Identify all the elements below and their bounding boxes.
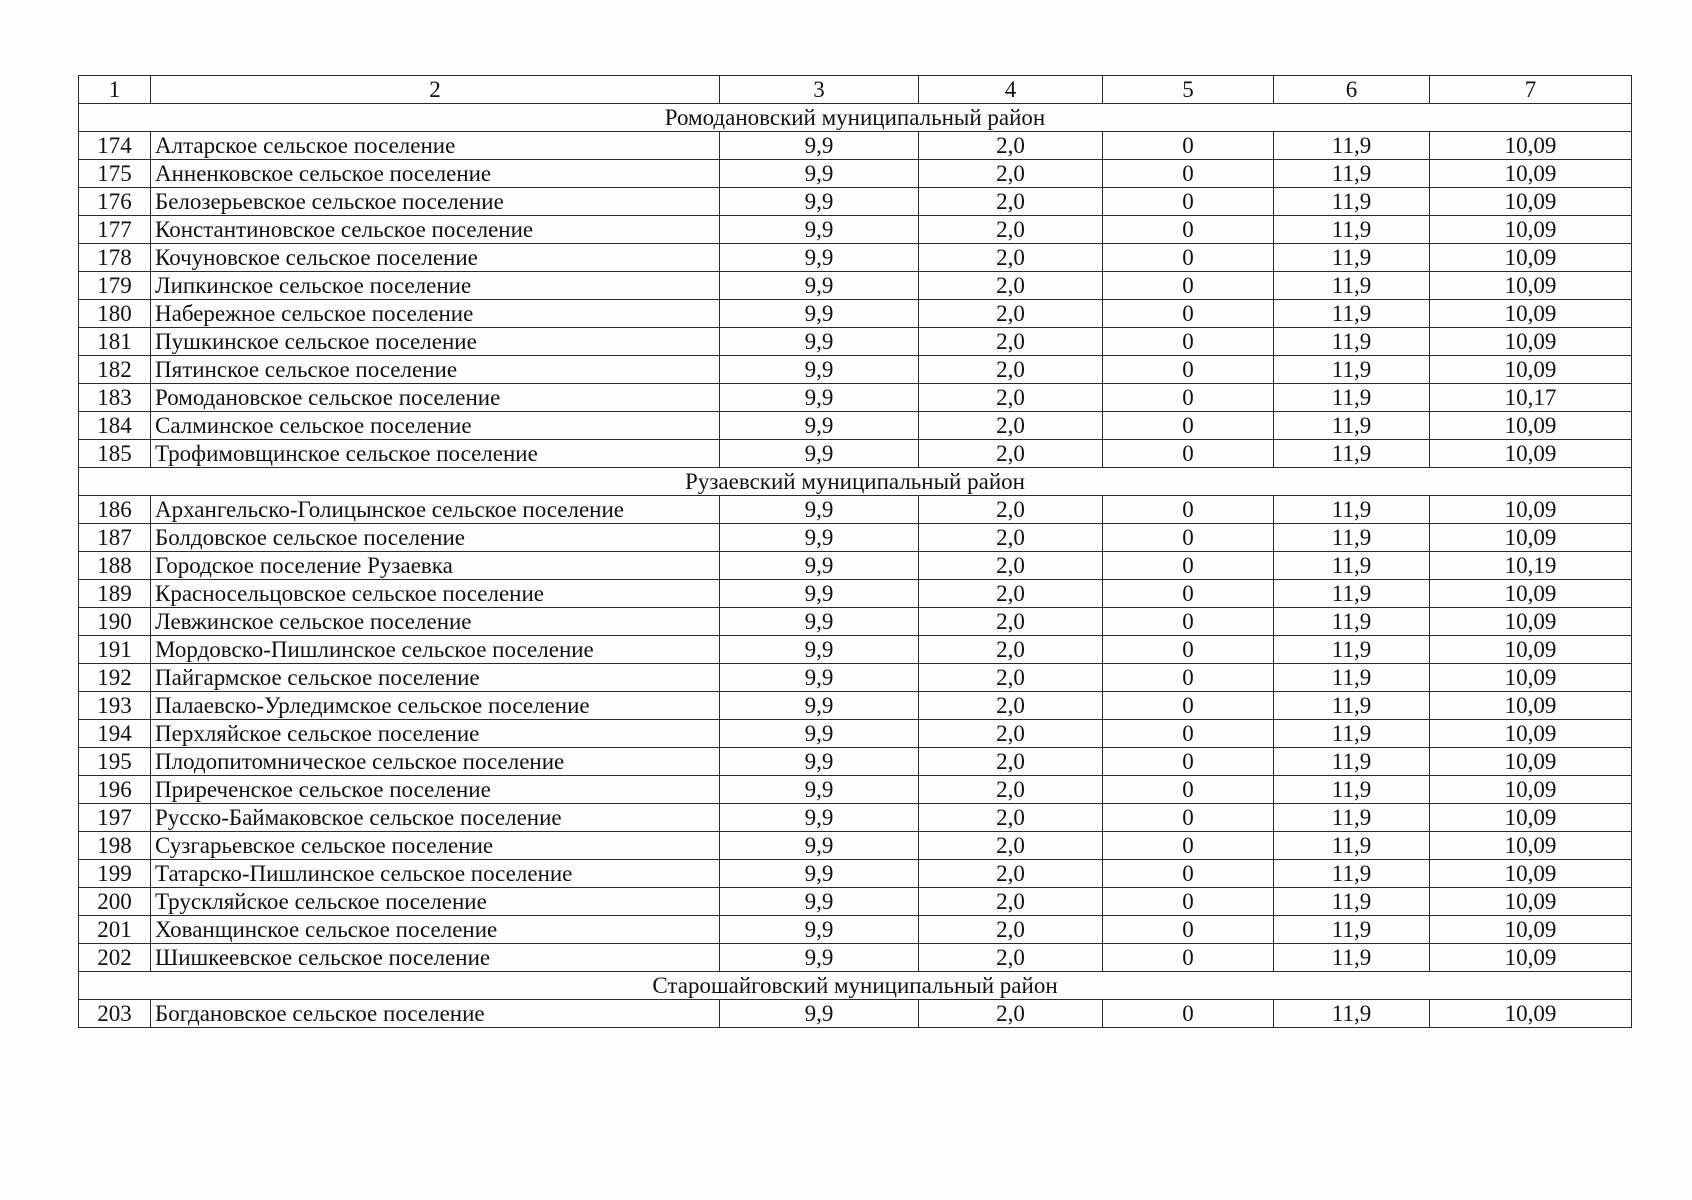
value-col-6: 11,9 [1274, 916, 1430, 944]
value-col-7: 10,09 [1430, 216, 1632, 244]
value-col-7: 10,09 [1430, 440, 1632, 468]
row-number: 191 [79, 636, 151, 664]
value-col-3: 9,9 [720, 244, 919, 272]
district-title: Ромодановский муниципальный район [79, 104, 1632, 132]
value-col-5: 0 [1103, 524, 1274, 552]
column-number-header: 3 [720, 76, 919, 104]
row-number: 175 [79, 160, 151, 188]
value-col-6: 11,9 [1274, 664, 1430, 692]
value-col-3: 9,9 [720, 384, 919, 412]
value-col-6: 11,9 [1274, 944, 1430, 972]
value-col-7: 10,09 [1430, 692, 1632, 720]
row-number: 195 [79, 748, 151, 776]
value-col-3: 9,9 [720, 692, 919, 720]
row-number: 186 [79, 496, 151, 524]
value-col-4: 2,0 [919, 160, 1103, 188]
row-number: 181 [79, 328, 151, 356]
row-number: 198 [79, 832, 151, 860]
value-col-7: 10,09 [1430, 524, 1632, 552]
settlement-name: Перхляйское сельское поселение [151, 720, 720, 748]
settlement-name: Городское поселение Рузаевка [151, 552, 720, 580]
value-col-5: 0 [1103, 552, 1274, 580]
table-body [79, 76, 1632, 1028]
value-col-3: 9,9 [720, 160, 919, 188]
table-row [79, 664, 1632, 692]
value-col-4: 2,0 [919, 860, 1103, 888]
value-col-6: 11,9 [1274, 440, 1430, 468]
table-row [79, 860, 1632, 888]
column-number-row [79, 76, 1632, 104]
row-number: 178 [79, 244, 151, 272]
value-col-4: 2,0 [919, 636, 1103, 664]
value-col-6: 11,9 [1274, 860, 1430, 888]
value-col-6: 11,9 [1274, 328, 1430, 356]
value-col-3: 9,9 [720, 524, 919, 552]
settlement-name: Константиновское сельское поселение [151, 216, 720, 244]
value-col-5: 0 [1103, 720, 1274, 748]
value-col-6: 11,9 [1274, 552, 1430, 580]
value-col-4: 2,0 [919, 720, 1103, 748]
row-number: 193 [79, 692, 151, 720]
value-col-4: 2,0 [919, 692, 1103, 720]
value-col-6: 11,9 [1274, 356, 1430, 384]
value-col-4: 2,0 [919, 244, 1103, 272]
settlement-name: Алтарское сельское поселение [151, 132, 720, 160]
row-number: 180 [79, 300, 151, 328]
value-col-7: 10,09 [1430, 328, 1632, 356]
settlement-name: Богдановское сельское поселение [151, 1000, 720, 1028]
value-col-4: 2,0 [919, 776, 1103, 804]
value-col-4: 2,0 [919, 496, 1103, 524]
value-col-6: 11,9 [1274, 216, 1430, 244]
value-col-6: 11,9 [1274, 692, 1430, 720]
value-col-5: 0 [1103, 664, 1274, 692]
table-row [79, 496, 1632, 524]
value-col-7: 10,09 [1430, 412, 1632, 440]
settlement-name: Пушкинское сельское поселение [151, 328, 720, 356]
value-col-5: 0 [1103, 300, 1274, 328]
value-col-6: 11,9 [1274, 300, 1430, 328]
value-col-3: 9,9 [720, 832, 919, 860]
settlement-name: Палаевско-Урледимское сельское поселение [151, 692, 720, 720]
settlements-table [78, 75, 1632, 1028]
value-col-4: 2,0 [919, 944, 1103, 972]
settlement-name: Трофимовщинское сельское поселение [151, 440, 720, 468]
value-col-5: 0 [1103, 888, 1274, 916]
value-col-5: 0 [1103, 272, 1274, 300]
settlement-name: Шишкеевское сельское поселение [151, 944, 720, 972]
district-section-row [79, 468, 1632, 496]
value-col-6: 11,9 [1274, 580, 1430, 608]
value-col-6: 11,9 [1274, 1000, 1430, 1028]
value-col-7: 10,09 [1430, 1000, 1632, 1028]
district-section-row [79, 104, 1632, 132]
row-number: 201 [79, 916, 151, 944]
value-col-6: 11,9 [1274, 160, 1430, 188]
value-col-6: 11,9 [1274, 636, 1430, 664]
value-col-6: 11,9 [1274, 804, 1430, 832]
settlement-name: Сузгарьевское сельское поселение [151, 832, 720, 860]
value-col-5: 0 [1103, 916, 1274, 944]
value-col-4: 2,0 [919, 132, 1103, 160]
row-number: 203 [79, 1000, 151, 1028]
value-col-5: 0 [1103, 748, 1274, 776]
value-col-6: 11,9 [1274, 272, 1430, 300]
table-row [79, 216, 1632, 244]
table-row [79, 748, 1632, 776]
value-col-3: 9,9 [720, 412, 919, 440]
row-number: 188 [79, 552, 151, 580]
table-row [79, 552, 1632, 580]
value-col-3: 9,9 [720, 776, 919, 804]
value-col-5: 0 [1103, 384, 1274, 412]
row-number: 179 [79, 272, 151, 300]
value-col-3: 9,9 [720, 272, 919, 300]
value-col-7: 10,09 [1430, 244, 1632, 272]
table-row [79, 720, 1632, 748]
settlement-name: Архангельско-Голицынское сельское поселение [151, 496, 720, 524]
settlement-name: Пайгармское сельское поселение [151, 664, 720, 692]
value-col-7: 10,09 [1430, 776, 1632, 804]
value-col-7: 10,19 [1430, 552, 1632, 580]
settlement-name: Татарско-Пишлинское сельское поселение [151, 860, 720, 888]
value-col-3: 9,9 [720, 356, 919, 384]
value-col-3: 9,9 [720, 944, 919, 972]
table-row [79, 412, 1632, 440]
value-col-6: 11,9 [1274, 720, 1430, 748]
value-col-5: 0 [1103, 804, 1274, 832]
value-col-7: 10,09 [1430, 888, 1632, 916]
settlement-name: Набережное сельское поселение [151, 300, 720, 328]
settlement-name: Ромодановское сельское поселение [151, 384, 720, 412]
value-col-5: 0 [1103, 636, 1274, 664]
settlement-name: Болдовское сельское поселение [151, 524, 720, 552]
value-col-4: 2,0 [919, 804, 1103, 832]
row-number: 197 [79, 804, 151, 832]
value-col-4: 2,0 [919, 1000, 1103, 1028]
row-number: 177 [79, 216, 151, 244]
value-col-3: 9,9 [720, 664, 919, 692]
column-number-header: 6 [1274, 76, 1430, 104]
value-col-7: 10,09 [1430, 496, 1632, 524]
value-col-4: 2,0 [919, 608, 1103, 636]
district-title: Старошайговский муниципальный район [79, 972, 1632, 1000]
value-col-4: 2,0 [919, 384, 1103, 412]
settlement-name: Приреченское сельское поселение [151, 776, 720, 804]
value-col-3: 9,9 [720, 300, 919, 328]
value-col-5: 0 [1103, 1000, 1274, 1028]
value-col-4: 2,0 [919, 412, 1103, 440]
value-col-7: 10,09 [1430, 804, 1632, 832]
row-number: 176 [79, 188, 151, 216]
value-col-6: 11,9 [1274, 244, 1430, 272]
value-col-7: 10,09 [1430, 748, 1632, 776]
value-col-4: 2,0 [919, 216, 1103, 244]
value-col-3: 9,9 [720, 636, 919, 664]
value-col-7: 10,09 [1430, 832, 1632, 860]
table-row [79, 244, 1632, 272]
district-title: Рузаевский муниципальный район [79, 468, 1632, 496]
table-row [79, 440, 1632, 468]
value-col-6: 11,9 [1274, 188, 1430, 216]
row-number: 200 [79, 888, 151, 916]
settlement-name: Красносельцовское сельское поселение [151, 580, 720, 608]
value-col-5: 0 [1103, 132, 1274, 160]
table-row [79, 804, 1632, 832]
value-col-4: 2,0 [919, 888, 1103, 916]
value-col-4: 2,0 [919, 832, 1103, 860]
table-row [79, 188, 1632, 216]
value-col-4: 2,0 [919, 300, 1103, 328]
settlement-name: Кочуновское сельское поселение [151, 244, 720, 272]
value-col-3: 9,9 [720, 552, 919, 580]
value-col-5: 0 [1103, 188, 1274, 216]
settlement-name: Плодопитомническое сельское поселение [151, 748, 720, 776]
value-col-3: 9,9 [720, 608, 919, 636]
value-col-3: 9,9 [720, 216, 919, 244]
value-col-6: 11,9 [1274, 384, 1430, 412]
value-col-6: 11,9 [1274, 608, 1430, 636]
value-col-3: 9,9 [720, 188, 919, 216]
table-row [79, 132, 1632, 160]
row-number: 196 [79, 776, 151, 804]
value-col-3: 9,9 [720, 132, 919, 160]
table-row [79, 692, 1632, 720]
value-col-7: 10,09 [1430, 272, 1632, 300]
value-col-5: 0 [1103, 216, 1274, 244]
table-row [79, 160, 1632, 188]
column-number-header: 4 [919, 76, 1103, 104]
settlement-name: Салминское сельское поселение [151, 412, 720, 440]
settlement-name: Белозерьевское сельское поселение [151, 188, 720, 216]
value-col-3: 9,9 [720, 440, 919, 468]
row-number: 202 [79, 944, 151, 972]
value-col-6: 11,9 [1274, 776, 1430, 804]
value-col-6: 11,9 [1274, 412, 1430, 440]
table-row [79, 328, 1632, 356]
row-number: 192 [79, 664, 151, 692]
row-number: 189 [79, 580, 151, 608]
table-row [79, 580, 1632, 608]
row-number: 194 [79, 720, 151, 748]
value-col-5: 0 [1103, 412, 1274, 440]
value-col-5: 0 [1103, 496, 1274, 524]
row-number: 185 [79, 440, 151, 468]
value-col-7: 10,09 [1430, 944, 1632, 972]
value-col-7: 10,09 [1430, 356, 1632, 384]
value-col-7: 10,09 [1430, 664, 1632, 692]
value-col-3: 9,9 [720, 328, 919, 356]
value-col-5: 0 [1103, 160, 1274, 188]
row-number: 190 [79, 608, 151, 636]
table-row [79, 356, 1632, 384]
value-col-5: 0 [1103, 832, 1274, 860]
value-col-4: 2,0 [919, 524, 1103, 552]
value-col-3: 9,9 [720, 748, 919, 776]
value-col-4: 2,0 [919, 664, 1103, 692]
value-col-4: 2,0 [919, 580, 1103, 608]
table-row [79, 524, 1632, 552]
settlement-name: Липкинское сельское поселение [151, 272, 720, 300]
table-row [79, 1000, 1632, 1028]
column-number-header: 7 [1430, 76, 1632, 104]
value-col-5: 0 [1103, 244, 1274, 272]
value-col-6: 11,9 [1274, 132, 1430, 160]
settlement-name: Левжинское сельское поселение [151, 608, 720, 636]
value-col-7: 10,09 [1430, 160, 1632, 188]
value-col-7: 10,09 [1430, 608, 1632, 636]
value-col-7: 10,09 [1430, 860, 1632, 888]
value-col-5: 0 [1103, 608, 1274, 636]
value-col-3: 9,9 [720, 496, 919, 524]
value-col-5: 0 [1103, 356, 1274, 384]
settlement-name: Пятинское сельское поселение [151, 356, 720, 384]
district-section-row [79, 972, 1632, 1000]
value-col-7: 10,09 [1430, 132, 1632, 160]
column-number-header: 5 [1103, 76, 1274, 104]
table-row [79, 300, 1632, 328]
value-col-3: 9,9 [720, 580, 919, 608]
value-col-7: 10,09 [1430, 916, 1632, 944]
value-col-5: 0 [1103, 328, 1274, 356]
value-col-6: 11,9 [1274, 888, 1430, 916]
value-col-5: 0 [1103, 860, 1274, 888]
row-number: 182 [79, 356, 151, 384]
table-row [79, 832, 1632, 860]
value-col-7: 10,09 [1430, 636, 1632, 664]
column-number-header: 2 [151, 76, 720, 104]
value-col-6: 11,9 [1274, 496, 1430, 524]
value-col-3: 9,9 [720, 916, 919, 944]
value-col-6: 11,9 [1274, 524, 1430, 552]
row-number: 183 [79, 384, 151, 412]
row-number: 174 [79, 132, 151, 160]
value-col-6: 11,9 [1274, 748, 1430, 776]
settlement-name: Русско-Баймаковское сельское поселение [151, 804, 720, 832]
value-col-7: 10,17 [1430, 384, 1632, 412]
column-number-header: 1 [79, 76, 151, 104]
settlement-name: Хованщинское сельское поселение [151, 916, 720, 944]
row-number: 199 [79, 860, 151, 888]
table-row [79, 888, 1632, 916]
value-col-5: 0 [1103, 440, 1274, 468]
value-col-7: 10,09 [1430, 300, 1632, 328]
value-col-3: 9,9 [720, 1000, 919, 1028]
table-row [79, 384, 1632, 412]
value-col-3: 9,9 [720, 860, 919, 888]
table-row [79, 916, 1632, 944]
table-row [79, 608, 1632, 636]
value-col-4: 2,0 [919, 552, 1103, 580]
settlement-name: Анненковское сельское поселение [151, 160, 720, 188]
value-col-7: 10,09 [1430, 580, 1632, 608]
settlement-name: Трускляйское сельское поселение [151, 888, 720, 916]
value-col-4: 2,0 [919, 748, 1103, 776]
value-col-7: 10,09 [1430, 188, 1632, 216]
value-col-3: 9,9 [720, 804, 919, 832]
value-col-4: 2,0 [919, 440, 1103, 468]
value-col-6: 11,9 [1274, 832, 1430, 860]
value-col-5: 0 [1103, 776, 1274, 804]
row-number: 187 [79, 524, 151, 552]
table-row [79, 636, 1632, 664]
table-row [79, 272, 1632, 300]
table-row [79, 944, 1632, 972]
value-col-4: 2,0 [919, 916, 1103, 944]
value-col-4: 2,0 [919, 356, 1103, 384]
value-col-4: 2,0 [919, 328, 1103, 356]
settlement-name: Мордовско-Пишлинское сельское поселение [151, 636, 720, 664]
value-col-3: 9,9 [720, 888, 919, 916]
value-col-5: 0 [1103, 944, 1274, 972]
value-col-5: 0 [1103, 580, 1274, 608]
value-col-5: 0 [1103, 692, 1274, 720]
value-col-7: 10,09 [1430, 720, 1632, 748]
value-col-4: 2,0 [919, 188, 1103, 216]
value-col-3: 9,9 [720, 720, 919, 748]
value-col-4: 2,0 [919, 272, 1103, 300]
row-number: 184 [79, 412, 151, 440]
table-row [79, 776, 1632, 804]
